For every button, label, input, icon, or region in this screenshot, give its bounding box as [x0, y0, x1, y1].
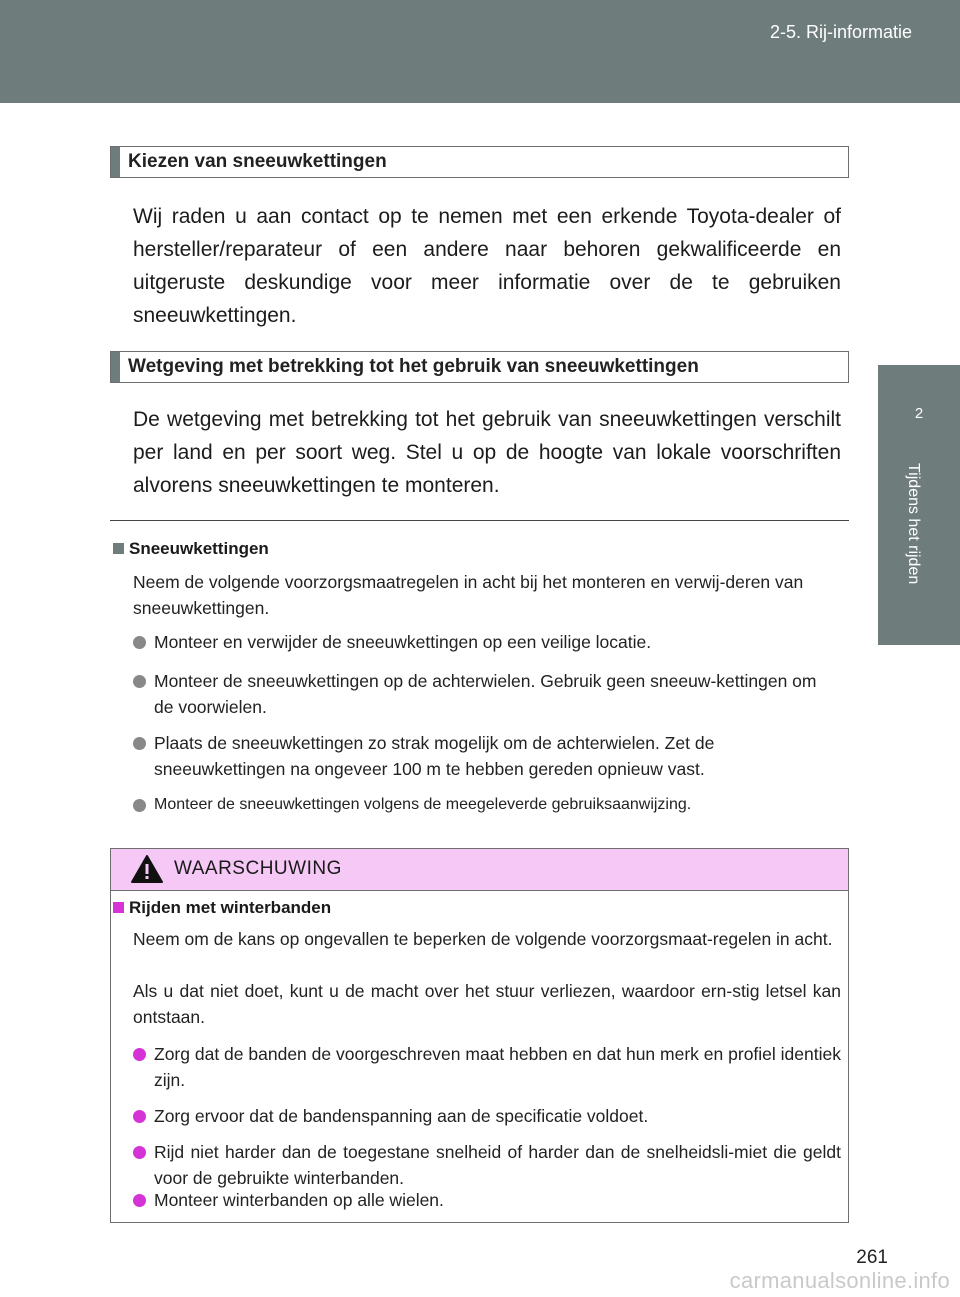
bullet-dot-icon: [133, 1194, 146, 1207]
list-item: [133, 792, 838, 818]
section-heading-text: Kiezen van sneeuwkettingen: [128, 151, 387, 172]
warning-paragraph: Als u dat niet doet, kunt u de macht over het stuur verliezen, waardoor ern-stig letsel kan ontstaan.: [133, 981, 841, 1027]
bullet-dot-icon: [133, 1048, 146, 1061]
warning-list-item: [133, 1041, 841, 1093]
page-number: 261: [856, 1247, 888, 1268]
list-item-text: Monteer de sneeuwkettingen volgens de meegeleverde gebruiksaanwijzing.: [154, 796, 692, 813]
chapter-side-tab: [878, 365, 960, 645]
warning-title: WAARSCHUWING: [174, 858, 342, 879]
sub-heading-snow-chains: [113, 539, 269, 559]
warning-list-item: [133, 1187, 841, 1213]
header-title: 2-5. Rij-informatie: [769, 22, 912, 42]
section-paragraph: Wij raden u aan contact op te nemen met een erkende Toyota-dealer of hersteller/reparateur of een andere naar behoren gekwalificeerde en uitgeruste deskundige voor meer informatie over de te gebruiken sneeuwkettingen.: [133, 205, 841, 327]
warning-list-item-text: Zorg dat de banden de voorgeschreven maat hebben en dat hun merk en profiel identiek zijn.: [154, 1044, 841, 1090]
warning-list-item: [133, 1103, 841, 1129]
warning-list-item-text: Rijd niet harder dan de toegestane snelheid of harder dan de snelheidsli-miet die geldt voor de gebruikte winterbanden.: [154, 1142, 841, 1188]
list-item-text: Monteer de sneeuwkettingen op de achterwielen. Gebruik geen sneeuw-kettingen om de voorwielen.: [154, 671, 817, 717]
square-bullet-icon: [113, 543, 124, 554]
warning-triangle-icon: [130, 854, 164, 884]
bullet-dot-icon: [133, 636, 146, 649]
watermark: carmanualsonline.info: [729, 1268, 950, 1293]
sub-heading-text: Sneeuwkettingen: [129, 539, 269, 558]
section-heading-text: Wetgeving met betrekking tot het gebruik van sneeuwkettingen: [128, 356, 699, 377]
warning-list-item-text: Monteer winterbanden op alle wielen.: [154, 1190, 444, 1210]
warning-header: [111, 849, 848, 891]
warning-subheading: [113, 898, 331, 918]
bullet-dot-icon: [133, 737, 146, 750]
section-heading-choosing-chains: [110, 146, 849, 178]
bullet-dot-icon: [133, 675, 146, 688]
list-item: [133, 668, 838, 720]
warning-list-item: [133, 1139, 841, 1191]
list-item-text: Plaats de sneeuwkettingen zo strak mogelijk om de achterwielen. Zet de sneeuwkettingen na ongeveer 100 m te hebben gereden opnieuw vast.: [154, 733, 715, 779]
intro-paragraph: Neem de volgende voorzorgsmaatregelen in acht bij het monteren en verwij-deren van sneeuwkettingen.: [133, 572, 804, 618]
list-item: [133, 629, 838, 655]
list-item: [133, 730, 838, 782]
list-item-text: Monteer en verwijder de sneeuwkettingen op een veilige locatie.: [154, 632, 652, 652]
warning-list-item-text: Zorg ervoor dat de bandenspanning aan de specificatie voldoet.: [154, 1106, 649, 1126]
section-paragraph: De wetgeving met betrekking tot het gebruik van sneeuwkettingen verschilt per land en per soort weg. Stel u op de hoogte van lokale voorschriften alvorens sneeuwkettingen te monteren.: [133, 408, 841, 497]
section-heading-legislation: [110, 351, 849, 383]
chapter-label: Tijdens het rijden: [905, 463, 922, 585]
warning-subheading-text: Rijden met winterbanden: [129, 898, 332, 917]
page-header: [0, 0, 960, 103]
divider: [110, 520, 849, 521]
bullet-dot-icon: [133, 1146, 146, 1159]
chapter-number: 2: [914, 405, 924, 422]
warning-paragraph: Neem om de kans op ongevallen te beperken de volgende voorzorgsmaat-regelen in acht.: [133, 929, 833, 949]
bullet-dot-icon: [133, 1110, 146, 1123]
bullet-dot-icon: [133, 799, 146, 812]
warning-box: [110, 848, 849, 1223]
square-bullet-icon: [113, 902, 124, 913]
